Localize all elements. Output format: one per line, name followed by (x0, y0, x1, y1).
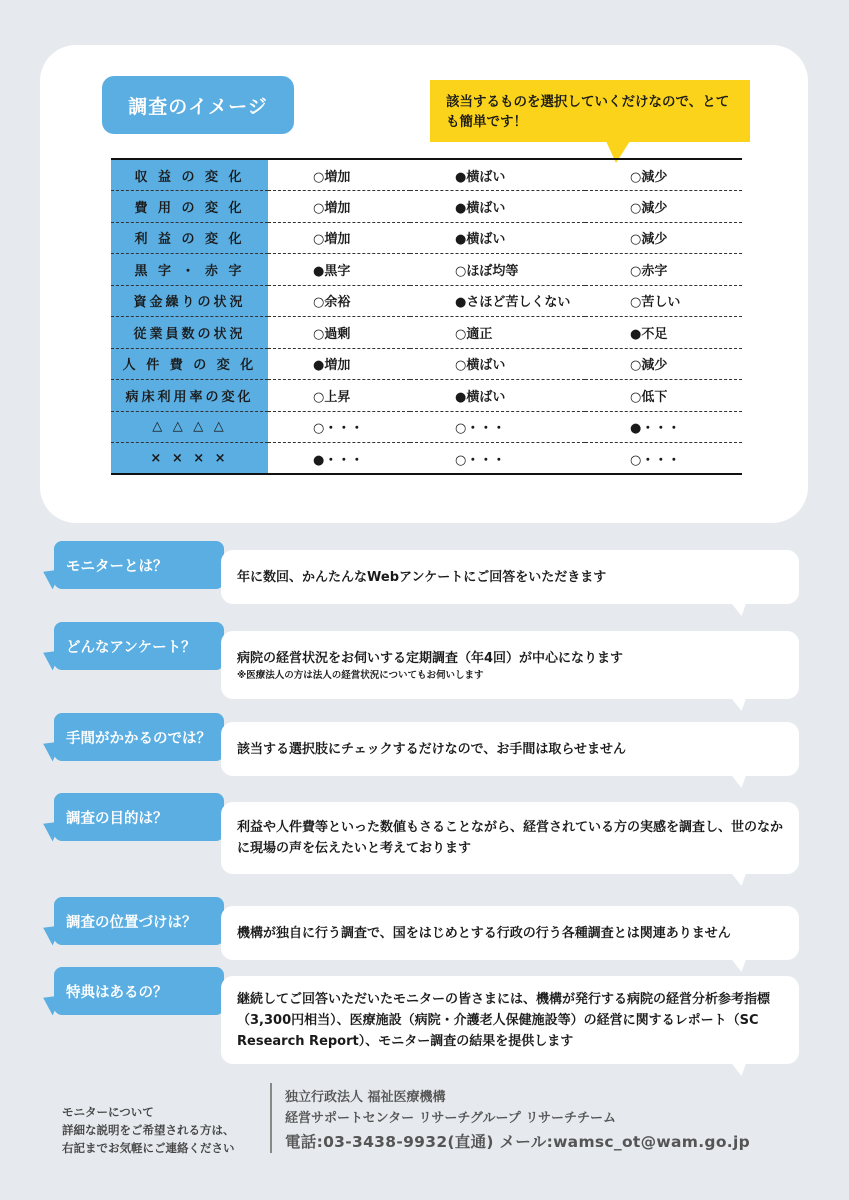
option-2: ○適正 (410, 317, 585, 349)
row-label: 黒 字 ・ 赤 字 (111, 254, 268, 286)
option-1: ○上昇 (268, 380, 410, 412)
organization-name: 独立行政法人 福祉医療機構 (285, 1090, 446, 1105)
footer-divider (270, 1083, 272, 1153)
faq-question: 調査の位置づけは？ (54, 897, 224, 945)
survey-sample-table (111, 158, 742, 475)
faq-answer: 年に数回、かんたんなWebアンケートにご回答をいただきます (237, 569, 607, 585)
row-label: 資金繰りの状況 (111, 285, 268, 317)
option-1: ○・・・ (268, 411, 410, 443)
row-label: × × × × (111, 443, 268, 475)
option-1: ○余裕 (268, 285, 410, 317)
row-label: 費 用 の 変 化 (111, 191, 268, 223)
faq-answer-bubble (221, 802, 799, 874)
option-1: ●増加 (268, 348, 410, 380)
footer-note-line: 詳細な説明をご希望される方は、 (62, 1123, 235, 1137)
answer-bubble-tail (730, 872, 751, 886)
row-label: 病床利用率の変化 (111, 380, 268, 412)
option-1: ●黒字 (268, 254, 410, 286)
faq-answer-bubble (221, 976, 799, 1064)
option-3: ●不足 (585, 317, 742, 349)
option-3: ○低下 (585, 380, 742, 412)
faq-question: 調査の目的は？ (54, 793, 224, 841)
faq-answer-bubble (221, 550, 799, 604)
row-label: 利 益 の 変 化 (111, 222, 268, 254)
option-2: ●横ばい (410, 159, 585, 191)
option-2: ○・・・ (410, 411, 585, 443)
option-3: ○減少 (585, 222, 742, 254)
option-2: ●横ばい (410, 380, 585, 412)
survey-row (111, 159, 742, 191)
survey-row (111, 191, 742, 223)
callout-bubble (430, 80, 750, 142)
survey-row (111, 443, 742, 475)
option-1: ○過剰 (268, 317, 410, 349)
option-3: ○苦しい (585, 285, 742, 317)
footer-note (62, 1103, 262, 1157)
option-2: ○・・・ (410, 443, 585, 475)
option-3: ○・・・ (585, 443, 742, 475)
faq-answer: 利益や人件費等といった数値もさることながら、経営されている方の実感を調査し、世のなかに現場の声を伝えたいと考えております (237, 820, 784, 856)
faq-answer-note: ※医療法人の方は法人の経営状況についてもお伺いします (237, 669, 484, 681)
survey-image-title: 調査のイメージ (102, 76, 294, 134)
option-1: ○増加 (268, 191, 410, 223)
row-label: 人 件 費 の 変 化 (111, 348, 268, 380)
callout-text: 該当するものを選択していくだけなので、とても簡単です！ (446, 94, 730, 130)
survey-row (111, 380, 742, 412)
survey-row (111, 411, 742, 443)
answer-bubble-tail (730, 774, 751, 788)
department-name: 経営サポートセンター リサーチグループ リサーチチーム (285, 1111, 617, 1126)
faq-answer-bubble (221, 631, 799, 699)
option-3: ○赤字 (585, 254, 742, 286)
row-label: 収 益 の 変 化 (111, 159, 268, 191)
faq-question: 特典はあるの？ (54, 967, 224, 1015)
faq-question: 手間がかかるのでは？ (54, 713, 224, 761)
faq-answer: 機構が独自に行う調査で、国をはじめとする行政の行う各種調査とは関連ありません (237, 925, 731, 941)
survey-row (111, 254, 742, 286)
footer-note-line: モニターについて (62, 1105, 154, 1119)
option-3: ○減少 (585, 159, 742, 191)
footer-contact-block (285, 1087, 805, 1155)
row-label: △ △ △ △ (111, 411, 268, 443)
survey-row (111, 285, 742, 317)
faq-answer-bubble (221, 906, 799, 960)
option-2: ●横ばい (410, 191, 585, 223)
option-3: ○減少 (585, 191, 742, 223)
survey-row (111, 348, 742, 380)
answer-bubble-tail (730, 958, 751, 972)
faq-answer: 継続してご回答いただいたモニターの皆さまには、機構が発行する病院の経営分析参考指標（3,300円相当）、医療施設（病院・介護老人保健施設等）の経営に関するレポート（SC Research Report）、モニター調査の結果を提供します (237, 991, 771, 1049)
answer-bubble-tail (730, 602, 751, 616)
survey-row (111, 222, 742, 254)
option-2: ●横ばい (410, 222, 585, 254)
faq-answer: 病院の経営状況をお伺いする定期調査（年4回）が中心になります (237, 650, 624, 666)
faq-question: モニターとは？ (54, 541, 224, 589)
option-1: ●・・・ (268, 443, 410, 475)
option-2: ○ほぼ均等 (410, 254, 585, 286)
faq-answer: 該当する選択肢にチェックするだけなので、お手間は取らせません (237, 741, 626, 757)
option-2: ○横ばい (410, 348, 585, 380)
contact-info: 電話:03-3438-9932(直通) メール:wamsc_ot@wam.go.jp (285, 1133, 750, 1151)
answer-bubble-tail (730, 697, 751, 711)
option-1: ○増加 (268, 222, 410, 254)
option-1: ○増加 (268, 159, 410, 191)
option-3: ●・・・ (585, 411, 742, 443)
survey-row (111, 317, 742, 349)
option-3: ○減少 (585, 348, 742, 380)
footer-note-line: 右記までお気軽にご連絡ください (62, 1141, 235, 1155)
faq-answer-bubble (221, 722, 799, 776)
option-2: ●さほど苦しくない (410, 285, 585, 317)
answer-bubble-tail (730, 1062, 751, 1076)
row-label: 従業員数の状況 (111, 317, 268, 349)
faq-question: どんなアンケート？ (54, 622, 224, 670)
